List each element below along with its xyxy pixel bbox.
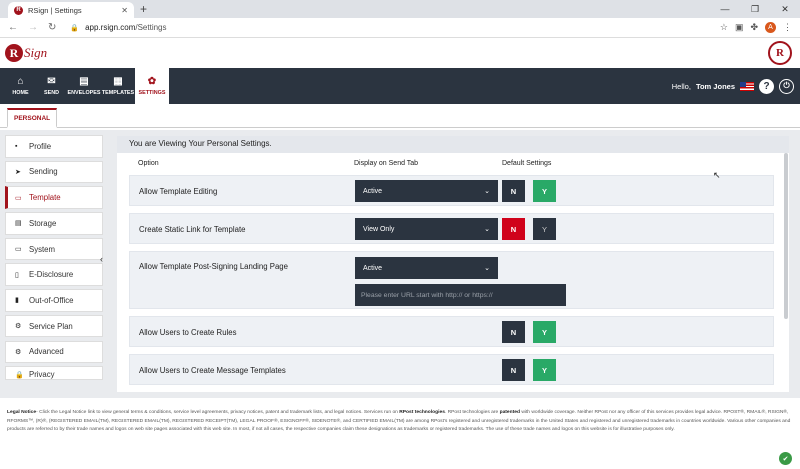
rpost-badge-icon: R [768, 41, 792, 65]
window-controls [710, 0, 800, 18]
reload-icon[interactable]: ↻ [48, 22, 57, 33]
new-tab-icon[interactable]: + [140, 2, 148, 16]
sidebar-item-system[interactable]: ▭ System [5, 238, 103, 261]
legal-notice-link[interactable]: Legal Notice [7, 410, 37, 415]
puzzle-icon[interactable]: ✤ [750, 22, 758, 32]
document-icon: ▯ [15, 271, 19, 279]
forward-icon[interactable]: → [28, 22, 38, 33]
display-select[interactable]: Active ⌄ [355, 257, 498, 279]
settings-sidebar [5, 135, 103, 383]
sidebar-item-sending[interactable]: ➤ Sending [5, 161, 103, 184]
col-option: Option [138, 160, 159, 167]
default-yes-button[interactable]: Y [533, 218, 556, 240]
landing-url-input[interactable]: Please enter URL start with http:// or https:// [355, 284, 566, 306]
gear-icon: ✿ [147, 75, 157, 87]
lock-icon: 🔒 [15, 372, 24, 380]
setting-label: Allow Users to Create Message Templates [139, 366, 286, 375]
col-display: Display on Send Tab [354, 160, 419, 167]
setting-label: Allow Users to Create Rules [139, 328, 237, 337]
nav-envelopes[interactable]: ▤ ENVELOPES [67, 75, 101, 96]
sidebar-item-template[interactable]: ▭ Template [5, 186, 103, 209]
monitor-icon: ▭ [15, 246, 22, 253]
chevron-down-icon: ⌄ [484, 265, 490, 272]
template-icon: ▦ [113, 75, 123, 87]
default-no-button[interactable]: N [502, 218, 525, 240]
office-icon: ▮ [15, 297, 19, 305]
setting-label: Create Static Link for Template [139, 225, 246, 234]
logo-text: Sign [24, 45, 48, 60]
close-tab-icon[interactable]: ✕ [121, 5, 128, 15]
bookmark-star-icon[interactable]: ☆ [719, 22, 728, 32]
user-area [672, 68, 794, 104]
greeting: Hello, [671, 81, 691, 91]
chevron-down-icon: ⌄ [484, 226, 490, 233]
browser-menu-icon[interactable]: ⋮ [783, 22, 792, 32]
default-yes-button[interactable]: Y [533, 321, 556, 343]
nav-send[interactable]: ✉ SEND [44, 75, 59, 96]
sidebar-item-privacy[interactable]: 🔒 Privacy [5, 366, 103, 380]
paper-plane-icon: ➤ [15, 168, 21, 176]
restore-icon[interactable]: ❐ [750, 3, 760, 14]
nav-home[interactable]: ⌂ HOME [12, 75, 29, 96]
default-no-button[interactable]: N [502, 321, 525, 343]
main-area [0, 130, 800, 398]
close-window-icon[interactable]: ✕ [781, 3, 789, 14]
nav-settings[interactable]: ✿ SETTINGS [135, 68, 169, 104]
user-name[interactable]: Tom Jones [695, 81, 735, 91]
extension-icon[interactable]: ▣ [734, 22, 744, 32]
setting-row-message-templates [129, 354, 774, 385]
panel-heading: You are Viewing Your Personal Settings. [117, 136, 789, 153]
profile-icon: ▪ [15, 142, 18, 150]
tab-title: RSign | Settings [28, 5, 82, 15]
main-navbar [0, 68, 800, 104]
minimize-icon[interactable]: — [720, 4, 730, 14]
storage-icon: ▤ [15, 220, 22, 228]
service-icon: ⚙ [15, 323, 22, 331]
default-no-button[interactable]: N [502, 180, 525, 202]
default-yes-button[interactable]: Y [533, 180, 556, 202]
setting-row-static-link [129, 213, 774, 244]
nav-templates[interactable]: ▦ TEMPLATES [101, 75, 135, 96]
default-yes-button[interactable]: Y [533, 359, 556, 381]
address-bar [0, 18, 800, 38]
setting-label: Allow Template Editing [139, 187, 218, 196]
us-flag-icon[interactable] [740, 82, 754, 91]
home-icon: ⌂ [17, 75, 24, 87]
profile-avatar[interactable]: A [765, 22, 776, 33]
rsign-favicon-icon: R [14, 6, 23, 15]
display-select[interactable]: Active ⌄ [355, 180, 498, 202]
legal-footer: Legal Notice- Click the Legal Notice link to view general terms & conditions, service level agreements, privacy notices, patent and trademark lists, and legal notices. Services run on RPost technologies. RPost technologies are patented with worldwide coverage. Neither RPost nor any officer of this services provides legal advice. RPOST®, RMAIL®, RSIGN®, RFORMS™, (R)®, (REGISTERED EMAIL(TM), REGISTERED EMAIL(TM), REGISTERED RECEIPT(TM), LEGAL PROOF®, ESIGNOFF®, SIDENOTE®, and CERTIFIED EMAIL(TM) are among RPost's registered and unregistered trademarks in the United States and registered and unregistered trademarks in countries worldwide. Various other companies and products are referred to by their trade names and logos on web site pages associated with this web site. In most, if not all cases, the respective companies claim these designations as trademarks or registered trademarks. The use of these trade names and logos on this website is for illustrative purposes only. [7, 410, 791, 433]
sidebar-item-advanced[interactable]: ⚙ Advanced [5, 341, 103, 364]
sidebar-item-service-plan[interactable]: ⚙ Service Plan [5, 315, 103, 338]
sidebar-item-storage[interactable]: ▤ Storage [5, 212, 103, 235]
help-button[interactable]: ? [759, 79, 774, 94]
lock-icon[interactable]: 🔒 [70, 24, 80, 32]
inbox-icon: ▤ [79, 75, 89, 87]
logo-mark: R [5, 44, 23, 62]
settings-subtabs [0, 104, 800, 128]
column-headers [117, 160, 789, 170]
setting-row-template-editing [129, 175, 774, 206]
setting-row-create-rules [129, 316, 774, 347]
setting-label: Allow Template Post-Signing Landing Page [139, 262, 288, 271]
collapse-sidebar-icon[interactable]: ‹ [100, 254, 103, 264]
power-icon[interactable]: ⏻ [779, 79, 794, 94]
gears-icon: ⚙ [15, 348, 22, 356]
panel-scrollbar[interactable] [784, 153, 788, 319]
browser-tab-strip [0, 0, 800, 18]
col-default: Default Settings [502, 160, 552, 167]
shield-check-icon[interactable]: ✔ [779, 452, 792, 465]
sidebar-item-e-disclosure[interactable]: ▯ E-Disclosure [5, 263, 103, 286]
url-text[interactable]: app.rsign.com/Settings [85, 23, 167, 32]
browser-tab[interactable] [8, 2, 134, 18]
chevron-down-icon: ⌄ [484, 188, 490, 195]
sidebar-item-out-of-office[interactable]: ▮ Out-of-Office [5, 289, 103, 312]
tab-personal[interactable]: PERSONAL [7, 108, 57, 128]
template-icon: ▭ [15, 194, 22, 202]
settings-panel [117, 136, 789, 392]
rsign-logo[interactable] [5, 44, 47, 62]
back-icon[interactable]: ← [8, 22, 18, 33]
sidebar-item-profile[interactable]: ▪ Profile [5, 135, 103, 158]
app-header [0, 38, 800, 68]
setting-row-landing-page [129, 251, 774, 309]
envelope-icon: ✉ [47, 75, 56, 87]
mouse-cursor-icon: ↖ [713, 170, 721, 180]
default-no-button[interactable]: N [502, 359, 525, 381]
display-select[interactable]: View Only ⌄ [355, 218, 498, 240]
